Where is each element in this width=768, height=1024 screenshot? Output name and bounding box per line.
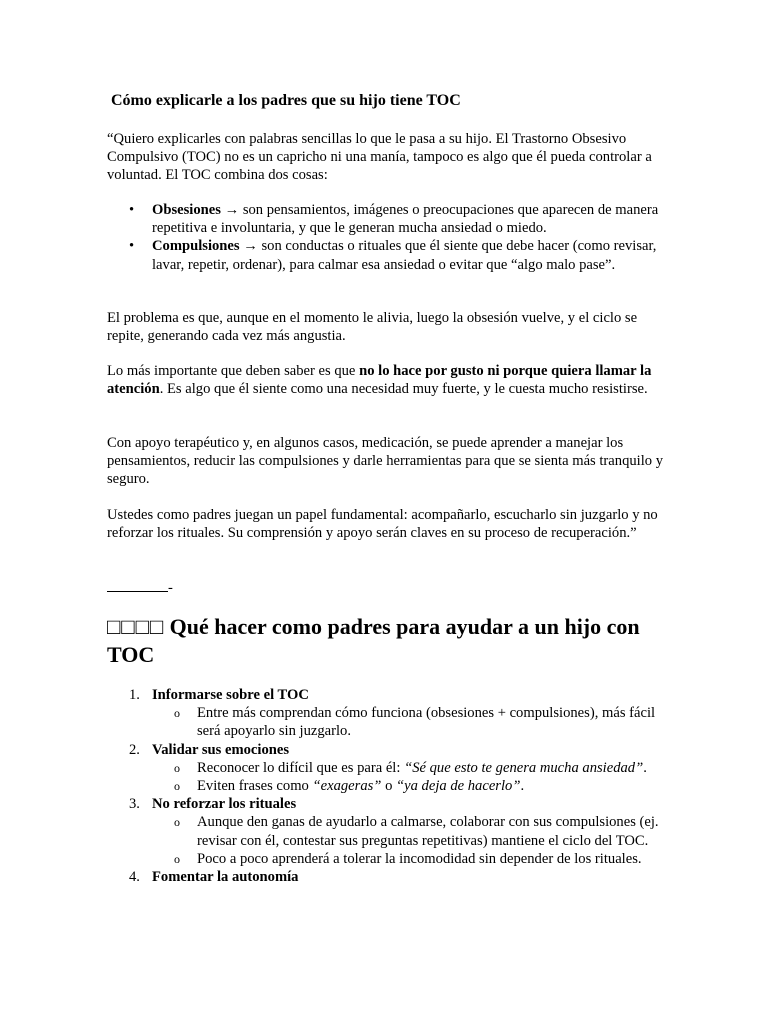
sub-item-text: o <box>381 778 397 795</box>
important-text-start: Lo más importante que deben saber es que <box>107 363 360 379</box>
bullet-marker: • <box>129 202 135 218</box>
sub-item <box>152 759 677 777</box>
separator-tail: - <box>168 580 173 596</box>
sub-item-text: Aunque den ganas de ayudarlo a calmarse, colaborar con sus compulsiones (ej. revisar con él, contestar sus preguntas repetitivas) mantiene el ciclo del TOC. <box>197 814 659 849</box>
sub-bullet-marker: o <box>174 815 180 830</box>
parents-paragraph: Ustedes como padres juegan un papel fundamental: acompañarlo, escucharlo sin juzgarlo y no reforzar los rituales. Su comprensión y apoyo serán claves en su proceso de recuperación.” <box>107 507 658 542</box>
step-label: Fomentar la autonomía <box>152 869 299 886</box>
term-compulsiones: Compulsiones <box>152 238 240 255</box>
step-item <box>107 795 677 868</box>
definition-compulsiones: son conductas o rituales que él siente que debe hacer (como revisar, lavar, repetir, ordenar), para calmar esa ansiedad o evitar que “algo malo pase”. <box>152 238 657 273</box>
sub-item-text: . <box>520 778 525 795</box>
sub-item-text: Poco a poco aprenderá a tolerar la incomodidad sin depender de los rituales. <box>197 850 642 867</box>
important-emphasis: no lo hace por gusto ni porque quiera llamar la atención <box>107 363 652 398</box>
document-title: Cómo explicarle a los padres que su hijo tiene TOC <box>111 92 461 109</box>
sub-bullet-marker: o <box>174 851 180 866</box>
list-item-obsesiones <box>107 201 667 237</box>
problem-paragraph: El problema es que, aunque en el momento le alivia, luego la obsesión vuelve, y el ciclo se repite, generando cada vez más angustia. <box>107 310 638 345</box>
sub-item-text: Reconocer lo difícil que es para él: <box>197 759 405 776</box>
missing-glyph-icon: □□□□ <box>107 614 165 639</box>
sub-item <box>152 813 677 849</box>
sub-item <box>152 850 677 868</box>
parent-steps-list <box>107 686 677 886</box>
bullet-marker: • <box>129 238 135 255</box>
step-number: 4. <box>129 869 140 886</box>
intro-paragraph: “Quiero explicarles con palabras sencillas lo que le pasa a su hijo. El Trastorno Obsesivo Compulsivo (TOC) no es un capricho ni una manía, tampoco es algo que él pueda controlar a voluntad. El TOC combina dos cosas: <box>107 131 652 184</box>
sub-item <box>152 704 677 740</box>
sub-bullet-marker: o <box>174 760 180 775</box>
section-heading <box>107 613 667 669</box>
sub-item-text: Entre más comprendan cómo funciona (obsesiones + compulsiones), más fácil será apoyarlo sin juzgarlo. <box>197 705 656 740</box>
sub-item <box>152 777 677 795</box>
quoted-phrase: “Sé que esto te genera mucha ansiedad” <box>404 759 644 776</box>
list-item-compulsiones <box>107 237 667 273</box>
step-item <box>107 868 677 886</box>
step-item <box>107 741 677 796</box>
support-paragraph: Con apoyo terapéutico y, en algunos casos, medicación, se puede aprender a manejar los pensamientos, reducir las compulsiones y darle herramientas para que se sienta más tranquilo y seguro. <box>107 435 664 488</box>
toc-components-list <box>107 201 667 274</box>
important-paragraph <box>107 362 667 398</box>
separator-rule <box>107 577 168 592</box>
step-number: 1. <box>129 687 140 703</box>
sub-list <box>152 704 677 740</box>
step-number: 3. <box>129 796 140 813</box>
arrow-icon: → <box>243 238 258 255</box>
step-label: Informarse sobre el TOC <box>152 687 309 703</box>
sub-bullet-marker: o <box>174 779 180 794</box>
step-label: Validar sus emociones <box>152 741 290 758</box>
sub-list <box>152 759 677 795</box>
quoted-phrase: “ya deja de hacerlo” <box>396 778 521 795</box>
separator-line <box>107 577 173 597</box>
step-label: No reforzar los rituales <box>152 796 297 813</box>
step-item <box>107 686 677 741</box>
sub-list <box>152 813 677 868</box>
section-heading-text: Qué hacer como padres para ayudar a un hijo con TOC <box>107 614 640 667</box>
quoted-phrase: “exageras” <box>312 778 382 795</box>
term-obsesiones: Obsesiones <box>152 202 221 218</box>
arrow-icon: → <box>224 202 240 218</box>
important-text-end: . Es algo que él siente como una necesidad muy fuerte, y le cuesta mucho resistirse. <box>159 381 648 398</box>
sub-item-text: . <box>643 759 647 776</box>
sub-bullet-marker: o <box>174 706 180 721</box>
definition-obsesiones: son pensamientos, imágenes o preocupaciones que aparecen de manera repetitiva e involuntaria, y que le generan mucha ansiedad o miedo. <box>152 202 659 237</box>
step-number: 2. <box>129 741 140 758</box>
sub-item-text: Eviten frases como <box>197 778 313 795</box>
